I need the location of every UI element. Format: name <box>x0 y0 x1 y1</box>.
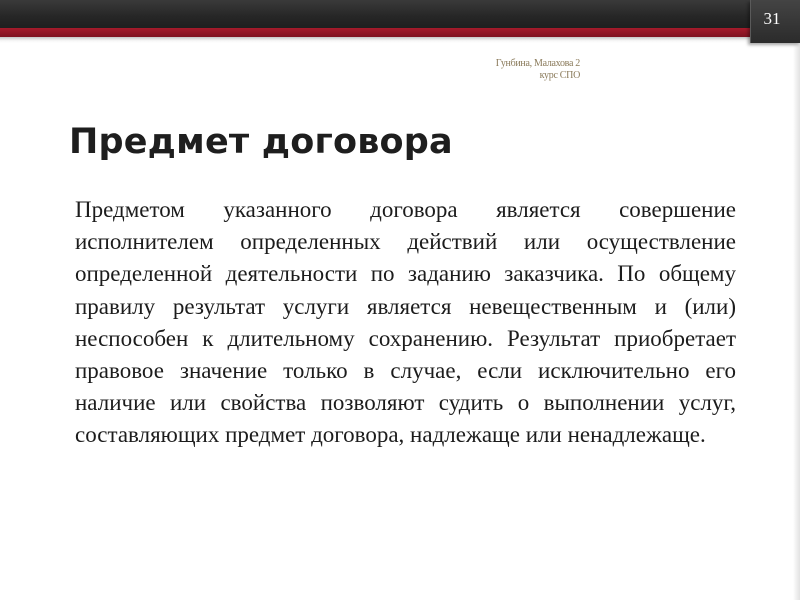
author-line-2: курс СПО <box>539 70 580 81</box>
right-edge-shadow <box>793 43 800 600</box>
slide-body-text: Предметом указанного договора является совершение исполнителем определенных действий или осуществление определенной деятельности по заданию заказчика. По общему правилу результат услуги является невещественным и (или) неспособен к длительному сохранению. Результат приобретает правовое значение только в случае, если исключительно его наличие или свойства позволяют судить о выполнении услуг, составляющих предмет договора, надлежаще или ненадлежаще. <box>75 197 736 448</box>
slide-number: 31 <box>763 9 781 28</box>
author-line-1: Гунбина, Малахова 2 <box>495 58 580 69</box>
slide-title: Предмет договора <box>69 122 453 162</box>
stripe-shadow <box>0 37 800 43</box>
header-band <box>0 0 800 28</box>
author-footer <box>440 58 580 82</box>
accent-stripe <box>0 28 800 37</box>
